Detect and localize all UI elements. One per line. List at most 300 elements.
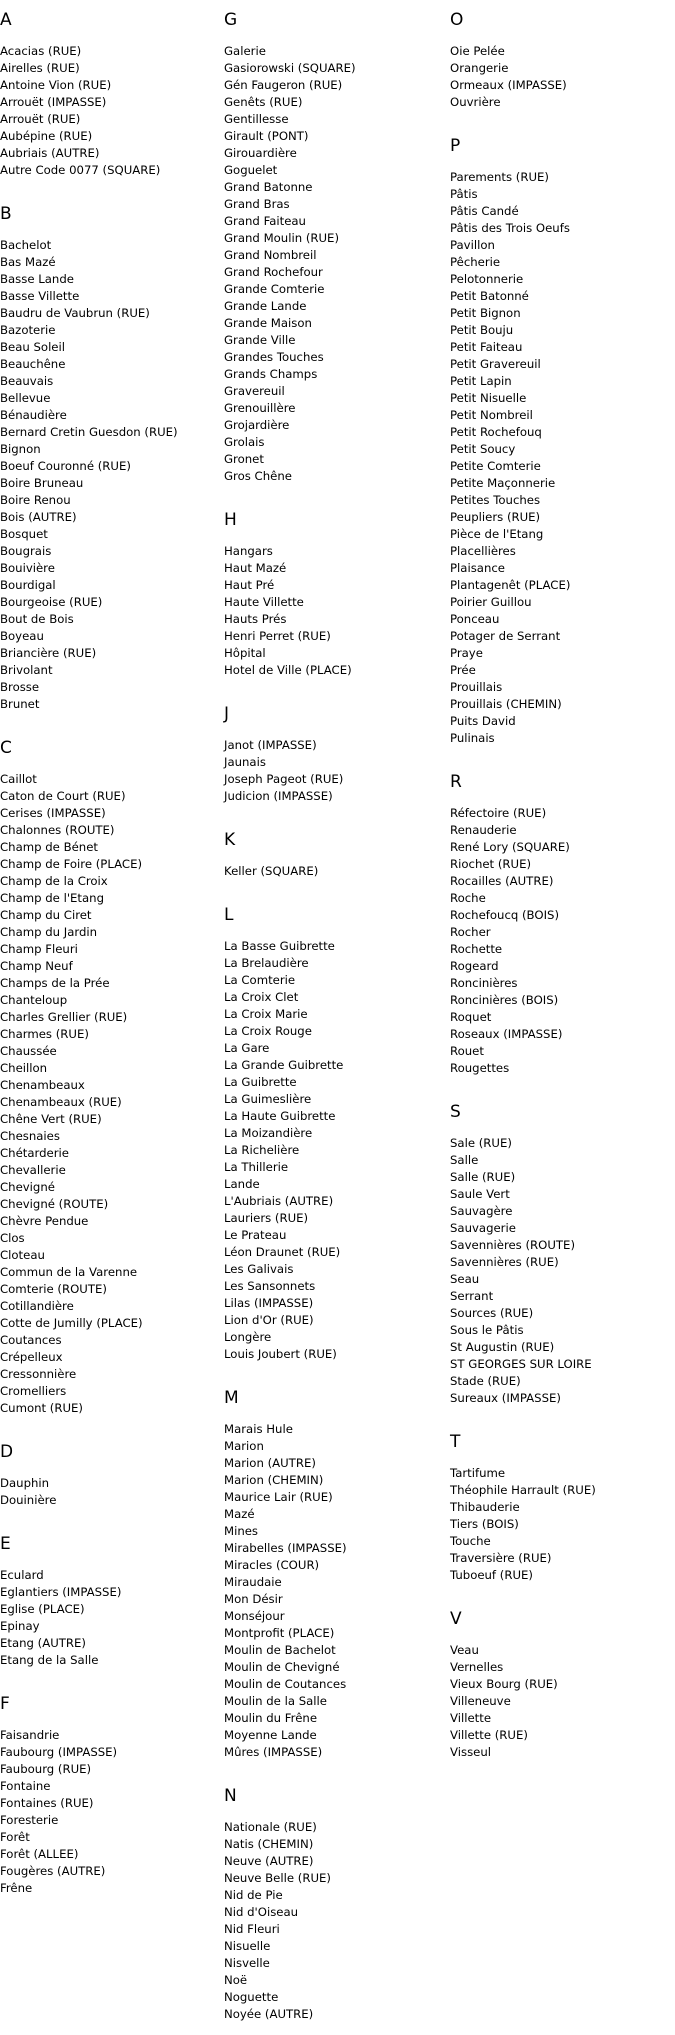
street-name: Sous le Pâtis (450, 1323, 524, 1337)
section-spacer (0, 1897, 224, 1909)
letter-section (224, 1773, 450, 2035)
street-name: Tuboeuf (RUE) (450, 1568, 533, 1582)
street-name: Le Prateau (224, 1228, 287, 1242)
street-name: Fougères (AUTRE) (0, 1864, 106, 1878)
letter-section (450, 1596, 675, 1773)
street-name: Briancière (RUE) (0, 646, 97, 660)
street-name: Lande (224, 1177, 260, 1191)
street-name: Champ de la Croix (0, 874, 108, 888)
letter-section (224, 817, 450, 892)
street-name: Pâtis (450, 187, 478, 201)
street-name: Marion (AUTRE) (224, 1456, 316, 1470)
street-name: Boire Bruneau (0, 476, 84, 490)
street-name: Ponceau (450, 612, 500, 626)
street-name: Arrouët (IMPASSE) (0, 95, 107, 109)
street-name: Pulinais (450, 731, 495, 745)
street-name: Traversière (RUE) (450, 1551, 552, 1565)
street-name: Rogeard (450, 959, 499, 973)
letter-section (450, 759, 675, 1089)
street-name: Hotel de Ville (PLACE) (224, 663, 352, 677)
street-name: Galerie (224, 44, 266, 58)
street-name: Cumont (RUE) (0, 1401, 83, 1415)
street-name: Bosquet (0, 527, 48, 541)
letter-section (224, 691, 450, 817)
street-name: Villette (RUE) (450, 1728, 528, 1742)
street-name: Grandes Touches (224, 350, 324, 364)
street-name: Charles Grellier (RUE) (0, 1010, 128, 1024)
street-name: Serrant (450, 1289, 494, 1303)
street-name: Beauvais (0, 374, 54, 388)
street-name: Ouvrière (450, 95, 501, 109)
street-name: Rougettes (450, 1061, 510, 1075)
street-list (0, 771, 224, 1417)
section-letter-heading: E (0, 1534, 11, 1554)
section-spacer (224, 2023, 450, 2035)
street-name: La Croix Clet (224, 990, 299, 1004)
street-name: Grand Nombreil (224, 248, 317, 262)
street-list (0, 1727, 224, 1897)
street-name: Rouet (450, 1044, 484, 1058)
street-name: Henri Perret (RUE) (224, 629, 331, 643)
street-name: Pièce de l'Etang (450, 527, 544, 541)
street-name: Cotillandière (0, 1299, 74, 1313)
street-name: Chenambeaux (0, 1078, 85, 1092)
street-name: Etang de la Salle (0, 1653, 99, 1667)
street-list (0, 1475, 224, 1509)
street-name: Genêts (RUE) (224, 95, 303, 109)
street-name: Grand Bras (224, 197, 290, 211)
street-name: Lilas (IMPASSE) (224, 1296, 314, 1310)
street-name: Joseph Pageot (RUE) (224, 772, 344, 786)
street-name: Sureaux (IMPASSE) (450, 1391, 561, 1405)
section-letter-heading: V (450, 1609, 462, 1629)
street-name: Prouillais (CHEMIN) (450, 697, 562, 711)
section-spacer (450, 1077, 675, 1089)
section-letter-heading: L (224, 905, 234, 925)
street-name: Pâtis Candé (450, 204, 519, 218)
street-name: Douinière (0, 1493, 57, 1507)
street-name: Eculard (0, 1568, 44, 1582)
street-name: Noë (224, 1973, 248, 1987)
section-letter-heading: N (224, 1786, 237, 1806)
street-name: Aubriais (AUTRE) (0, 146, 100, 160)
street-name: Sauvagerie (450, 1221, 516, 1235)
street-name: Petit Nisuelle (450, 391, 527, 405)
street-name: Janot (IMPASSE) (224, 738, 317, 752)
section-letter-heading: R (450, 772, 462, 792)
street-name: Eglantiers (IMPASSE) (0, 1585, 122, 1599)
street-name: Roncinières (BOIS) (450, 993, 559, 1007)
street-name: Sources (RUE) (450, 1306, 534, 1320)
street-name: Gravereuil (224, 384, 285, 398)
section-spacer (450, 747, 675, 759)
street-name: Nisvelle (224, 1956, 270, 1970)
street-name: Grand Batonne (224, 180, 313, 194)
street-name: La Haute Guibrette (224, 1109, 336, 1123)
street-name: Grande Comterie (224, 282, 325, 296)
street-name: Goguelet (224, 163, 278, 177)
street-list (224, 543, 450, 679)
street-name: Grand Moulin (RUE) (224, 231, 340, 245)
street-name: La Grande Guibrette (224, 1058, 344, 1072)
street-name: Caton de Court (RUE) (0, 789, 126, 803)
street-name: Petit Bignon (450, 306, 521, 320)
street-list (450, 43, 675, 111)
street-name: Brivolant (0, 663, 53, 677)
street-name: Nid d'Oiseau (224, 1905, 299, 1919)
street-name: La Thillerie (224, 1160, 289, 1174)
letter-section (450, 1419, 675, 1596)
street-name: Petit Soucy (450, 442, 516, 456)
letter-section (224, 892, 450, 1375)
street-name: Moyenne Lande (224, 1728, 317, 1742)
street-name: Savennières (RUE) (450, 1255, 559, 1269)
section-spacer (450, 111, 675, 123)
street-name: Lauriers (RUE) (224, 1211, 309, 1225)
street-name: Miracles (COUR) (224, 1558, 320, 1572)
street-name: Neuve Belle (RUE) (224, 1871, 331, 1885)
street-name: Champ Neuf (0, 959, 73, 973)
street-list (224, 1421, 450, 1761)
street-name: Cotte de Jumilly (PLACE) (0, 1316, 143, 1330)
street-name: Bougrais (0, 544, 52, 558)
street-name: Chèvre Pendue (0, 1214, 89, 1228)
street-name: Bois (AUTRE) (0, 510, 77, 524)
street-name: Chêne Vert (RUE) (0, 1112, 102, 1126)
street-name: Beau Soleil (0, 340, 65, 354)
letter-section (0, 725, 224, 1429)
street-name: Fontaines (RUE) (0, 1796, 94, 1810)
street-name: Basse Lande (0, 272, 74, 286)
street-name: Gentillesse (224, 112, 289, 126)
street-name: Grande Ville (224, 333, 296, 347)
street-name: Comterie (ROUTE) (0, 1282, 107, 1296)
street-name: Coutances (0, 1333, 62, 1347)
street-list (0, 1567, 224, 1669)
street-name: Les Galivais (224, 1262, 294, 1276)
street-name: Crépelleux (0, 1350, 63, 1364)
street-index-column-1 (0, 0, 224, 1909)
street-name: Chenambeaux (RUE) (0, 1095, 122, 1109)
street-name: Petit Bouju (450, 323, 514, 337)
street-name: Villeneuve (450, 1694, 511, 1708)
street-name: Baudru de Vaubrun (RUE) (0, 306, 150, 320)
section-letter-heading: T (450, 1432, 461, 1452)
street-index-column-3 (450, 0, 675, 1773)
street-list (224, 737, 450, 805)
street-name: Chesnaies (0, 1129, 60, 1143)
street-name: L'Aubriais (AUTRE) (224, 1194, 334, 1208)
street-name: Longère (224, 1330, 272, 1344)
section-spacer (0, 1417, 224, 1429)
street-name: Bas Mazé (0, 255, 56, 269)
street-name: Haut Mazé (224, 561, 287, 575)
street-name: Rocher (450, 925, 491, 939)
street-name: Léon Draunet (RUE) (224, 1245, 341, 1259)
street-list (0, 43, 224, 179)
street-name: Thibauderie (450, 1500, 520, 1514)
street-name: Hangars (224, 544, 273, 558)
street-name: La Croix Marie (224, 1007, 308, 1021)
street-name: Moulin du Frêne (224, 1711, 318, 1725)
street-name: Dauphin (0, 1476, 50, 1490)
street-name: Sauvagère (450, 1204, 513, 1218)
street-list (0, 237, 224, 713)
street-name: Nid de Pie (224, 1888, 283, 1902)
street-name: Champ de Bénet (0, 840, 98, 854)
street-name: Petit Nombreil (450, 408, 533, 422)
street-name: Bourgeoise (RUE) (0, 595, 103, 609)
street-name: Champ du Ciret (0, 908, 92, 922)
street-name: La Gare (224, 1041, 270, 1055)
street-name: Vieux Bourg (RUE) (450, 1677, 558, 1691)
street-name: Arrouët (RUE) (0, 112, 81, 126)
section-spacer (224, 805, 450, 817)
street-name: Chevigné (ROUTE) (0, 1197, 109, 1211)
street-name: Rochefoucq (BOIS) (450, 908, 559, 922)
street-name: Moulin de la Salle (224, 1694, 327, 1708)
street-name: Mirabelles (IMPASSE) (224, 1541, 347, 1555)
street-name: Ormeaux (IMPASSE) (450, 78, 567, 92)
street-name: Grands Champs (224, 367, 318, 381)
street-name: Villette (450, 1711, 492, 1725)
street-name: Monséjour (224, 1609, 285, 1623)
street-name: Chaussée (0, 1044, 57, 1058)
street-name: Louis Joubert (RUE) (224, 1347, 337, 1361)
street-name: Petit Rochefouq (450, 425, 542, 439)
street-name: Touche (450, 1534, 491, 1548)
street-name: La Croix Rouge (224, 1024, 312, 1038)
section-letter-heading: F (0, 1694, 10, 1714)
street-name: Oie Pelée (450, 44, 505, 58)
letter-section (450, 1089, 675, 1419)
letter-section (0, 1521, 224, 1681)
street-name: Roche (450, 891, 486, 905)
section-spacer (224, 880, 450, 892)
street-name: Mines (224, 1524, 259, 1538)
street-name: Maurice Lair (RUE) (224, 1490, 333, 1504)
street-name: Frêne (0, 1881, 33, 1895)
section-spacer (450, 1407, 675, 1419)
street-name: Acacias (RUE) (0, 44, 82, 58)
street-name: Grolais (224, 435, 265, 449)
street-name: Réfectoire (RUE) (450, 806, 547, 820)
street-name: Fontaine (0, 1779, 51, 1793)
street-name: Bignon (0, 442, 41, 456)
section-spacer (224, 679, 450, 691)
street-name: Tiers (BOIS) (450, 1517, 519, 1531)
street-name: La Richelière (224, 1143, 300, 1157)
street-name: Boeuf Couronné (RUE) (0, 459, 131, 473)
street-name: Roquet (450, 1010, 492, 1024)
street-name: Moulin de Coutances (224, 1677, 347, 1691)
street-name: René Lory (SQUARE) (450, 840, 570, 854)
section-spacer (0, 1669, 224, 1681)
street-name: Chalonnes (ROUTE) (0, 823, 115, 837)
section-spacer (450, 1584, 675, 1596)
street-name: Gasiorowski (SQUARE) (224, 61, 356, 75)
street-name: Chétarderie (0, 1146, 69, 1160)
section-letter-heading: S (450, 1102, 461, 1122)
street-name: Commun de la Varenne (0, 1265, 138, 1279)
street-name: Mon Désir (224, 1592, 283, 1606)
street-list (224, 1819, 450, 2023)
section-letter-heading: H (224, 510, 237, 530)
street-name: Noyée (AUTRE) (224, 2007, 314, 2021)
street-index-column-2 (224, 0, 450, 2035)
section-spacer (224, 1363, 450, 1375)
street-name: Girouardière (224, 146, 297, 160)
street-name: Renauderie (450, 823, 517, 837)
street-list (224, 863, 450, 880)
street-name: Petite Maçonnerie (450, 476, 556, 490)
street-name: Praye (450, 646, 483, 660)
street-name: Moulin de Chevigné (224, 1660, 340, 1674)
letter-section (0, 1429, 224, 1521)
street-name: Jaunais (224, 755, 266, 769)
section-letter-heading: A (0, 10, 12, 30)
street-name: La Brelaudière (224, 956, 309, 970)
street-name: Girault (PONT) (224, 129, 309, 143)
street-name: Prouillais (450, 680, 503, 694)
street-name: Montprofit (PLACE) (224, 1626, 335, 1640)
section-spacer (224, 1761, 450, 1773)
street-name: Brosse (0, 680, 40, 694)
street-name: Neuve (AUTRE) (224, 1854, 314, 1868)
street-name: Parements (RUE) (450, 170, 549, 184)
street-name: Saule Vert (450, 1187, 510, 1201)
section-spacer (0, 1509, 224, 1521)
street-name: Mûres (IMPASSE) (224, 1745, 323, 1759)
street-name: Natis (CHEMIN) (224, 1837, 314, 1851)
street-list (224, 938, 450, 1363)
street-list (450, 1465, 675, 1584)
street-list (450, 169, 675, 747)
street-name: Boyeau (0, 629, 44, 643)
street-name: Cerises (IMPASSE) (0, 806, 106, 820)
street-name: Poirier Guillou (450, 595, 532, 609)
street-name: St Augustin (RUE) (450, 1340, 555, 1354)
street-name: Bachelot (0, 238, 52, 252)
street-name: Epinay (0, 1619, 40, 1633)
street-name: La Guibrette (224, 1075, 297, 1089)
letter-section (224, 1375, 450, 1773)
street-name: Seau (450, 1272, 480, 1286)
street-name: Veau (450, 1643, 479, 1657)
street-name: Aubépine (RUE) (0, 129, 93, 143)
street-name: Marais Hule (224, 1422, 293, 1436)
street-name: Salle (450, 1153, 479, 1167)
street-name: Sale (RUE) (450, 1136, 512, 1150)
street-name: Prée (450, 663, 476, 677)
street-name: La Guimeslière (224, 1092, 312, 1106)
street-name: Visseul (450, 1745, 492, 1759)
street-name: Judicion (IMPASSE) (224, 789, 333, 803)
letter-section (450, 123, 675, 759)
street-name: Beauchêne (0, 357, 66, 371)
section-letter-heading: P (450, 136, 461, 156)
street-name: Potager de Serrant (450, 629, 561, 643)
street-name: Nisuelle (224, 1939, 271, 1953)
street-name: Bénaudière (0, 408, 67, 422)
street-name: Charmes (RUE) (0, 1027, 89, 1041)
street-name: Les Sansonnets (224, 1279, 316, 1293)
street-name: Forêt (ALLEE) (0, 1847, 79, 1861)
street-name: Grand Rochefour (224, 265, 323, 279)
street-name: Foresterie (0, 1813, 59, 1827)
street-name: Etang (AUTRE) (0, 1636, 86, 1650)
street-name: Rocailles (AUTRE) (450, 874, 554, 888)
street-name: Puits David (450, 714, 516, 728)
street-name: Gros Chêne (224, 469, 292, 483)
street-name: Roseaux (IMPASSE) (450, 1027, 563, 1041)
section-spacer (0, 179, 224, 191)
street-name: Faubourg (RUE) (0, 1762, 92, 1776)
section-spacer (0, 713, 224, 725)
street-name: Eglise (PLACE) (0, 1602, 85, 1616)
street-name: Gén Faugeron (RUE) (224, 78, 343, 92)
street-name: Rochette (450, 942, 503, 956)
street-name: Grande Lande (224, 299, 307, 313)
street-list (450, 1642, 675, 1761)
street-name: Grande Maison (224, 316, 312, 330)
section-spacer (450, 1761, 675, 1773)
street-name: Bouivière (0, 561, 55, 575)
street-name: Salle (RUE) (450, 1170, 516, 1184)
street-name: Faisandrie (0, 1728, 60, 1742)
street-name: Théophile Harrault (RUE) (450, 1483, 596, 1497)
street-name: Faubourg (IMPASSE) (0, 1745, 118, 1759)
letter-section (450, 0, 675, 123)
street-name: Hauts Prés (224, 612, 287, 626)
street-name: Champ du Jardin (0, 925, 98, 939)
street-name: Bernard Cretin Guesdon (RUE) (0, 425, 178, 439)
section-letter-heading: K (224, 830, 236, 850)
street-name: Stade (RUE) (450, 1374, 521, 1388)
street-name: Forêt (0, 1830, 30, 1844)
street-name: Lion d'Or (RUE) (224, 1313, 314, 1327)
street-name: Roncinières (450, 976, 518, 990)
letter-section (0, 0, 224, 191)
street-name: Petit Batonné (450, 289, 529, 303)
section-letter-heading: B (0, 204, 12, 224)
section-spacer (224, 485, 450, 497)
street-name: Airelles (RUE) (0, 61, 80, 75)
street-name: Orangerie (450, 61, 509, 75)
street-name: Caillot (0, 772, 37, 786)
letter-section (0, 1681, 224, 1909)
street-name: Boire Renou (0, 493, 71, 507)
street-name: ST GEORGES SUR LOIRE (450, 1357, 592, 1371)
street-name: Clos (0, 1231, 25, 1245)
street-name: Marion (224, 1439, 264, 1453)
street-name: Petite Comterie (450, 459, 541, 473)
street-name: Keller (SQUARE) (224, 864, 319, 878)
street-name: Petit Gravereuil (450, 357, 541, 371)
street-name: Nationale (RUE) (224, 1820, 317, 1834)
street-list (450, 805, 675, 1077)
street-name: Cheillon (0, 1061, 48, 1075)
street-name: Pelotonnerie (450, 272, 524, 286)
street-name: Champ de l'Etang (0, 891, 104, 905)
street-name: Cloteau (0, 1248, 45, 1262)
street-name: Champs de la Prée (0, 976, 110, 990)
street-name: Petites Touches (450, 493, 541, 507)
street-name: Petit Faiteau (450, 340, 523, 354)
street-name: Hôpital (224, 646, 266, 660)
street-name: Gronet (224, 452, 264, 466)
street-name: Moulin de Bachelot (224, 1643, 336, 1657)
